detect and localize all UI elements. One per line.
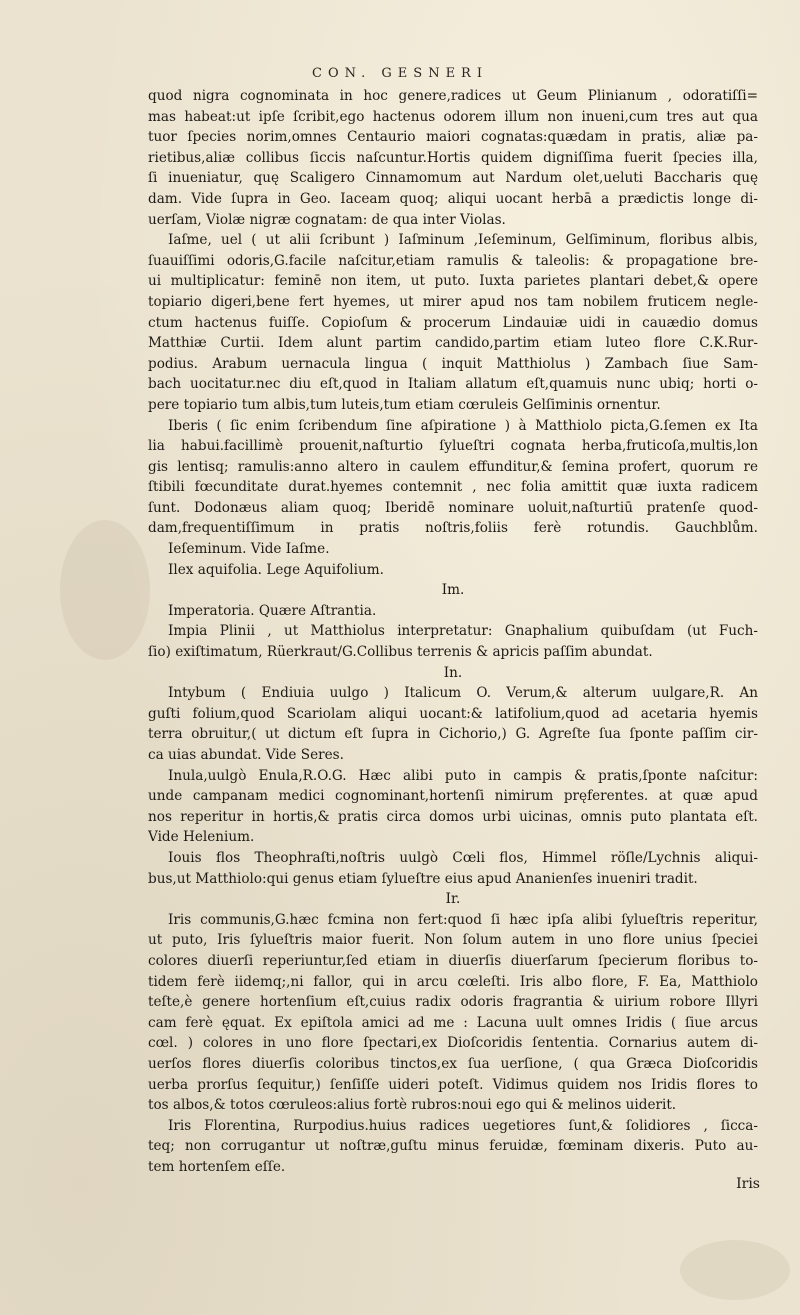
text-line: colores diuerſi reperiuntur,ſed etiam in diuerſis diuerſarum ſpecierum floribus to- [148, 952, 758, 969]
text-line: Intybum ( Endiuia uulgo ) Italicum O. Verum,& alterum uulgare,R. An [168, 685, 758, 702]
text-line: Iris communis,G.hæc fcmina non fert:quod ſi hæc ipſa alibi ſylueſtris reperitur, [168, 911, 758, 928]
text-line: gis lentisq; ramulis:anno altero in caulem effunditur,& ſemina profert, quorum re [148, 458, 758, 475]
text-line: nos reperitur in hortis,& pratis circa domos urbi uicinas, omnis puto plantata eſt. [148, 808, 758, 825]
text-line: Impia Plinii , ut Matthiolus interpretatur: Gnaphalium quibuſdam (ut Fuch- [168, 623, 758, 640]
text-line: tidem ferè iidemq;,ni fallor, qui in arcu cœleſti. Iris albo flore, F. Ea, Matthiolo [148, 973, 758, 990]
text-line: ui multiplicatur: feminē non item, ut puto. Iuxta parietes plantari debet,& opere [148, 273, 758, 290]
text-line: tem hortenſem eſſe. [148, 1158, 286, 1175]
text-line: ut puto, Iris ſylueſtris maior fuerit. Non ſolum autem in uno flore unius ſpeciei [148, 932, 758, 949]
text-line: uerſam, Violæ nigræ cognatam: de qua inter Violas. [148, 211, 506, 228]
text-line: Inula,uulgò Enula,R.O.G. Hæc alibi puto in campis & pratis,ſponte naſcitur: [168, 767, 758, 784]
text-line: tuor ſpecies norim,omnes Centaurio maiori cognatas:quædam in pratis, aliæ pa- [148, 129, 758, 146]
text-line: terra obruitur,( ut dictum eſt ſupra in Cichorio,) G. Agreſte ſua ſponte paſſim cir- [148, 726, 758, 743]
text-line: lia habui.facillimè prouenit,naſturtio ſylueſtri cognata herba,fruticoſa,multis,lon [148, 438, 758, 455]
text-line: topiario digeri,bene fert hyemes, ut mirer apud nos tam nobilem fruticem negle- [148, 293, 758, 310]
text-line: Vide Helenium. [148, 829, 255, 846]
text-line: guſti folium,quod Scariolam aliqui uocant:& latifolium,quod ad acetaria hyemis [148, 705, 758, 722]
text-line: Matthiæ Curtii. Idem alunt partim candido,partim etiam luteo flore C.K.Rur- [148, 335, 758, 352]
catchword: Iris [736, 1176, 760, 1192]
text-line: Iouis flos Theophraſti,noſtris uulgò Cœli flos, Himmel röſle/Lychnis aliqui- [168, 849, 758, 866]
text-line: ſtibili fœcunditate durat.hyemes contemnit , nec folia amittit quæ iuxta radicem [148, 479, 758, 496]
text-line: Ilex aquifolia. Lege Aquifolium. [168, 561, 384, 578]
body-text [148, 86, 758, 1177]
text-line: Imperatoria. Quære Aſtrantia. [168, 602, 377, 619]
text-line: bach uocitatur.nec diu eſt,quod in Italiam allatum eſt,quamuis nunc ubiq; horti o- [148, 376, 758, 393]
text-line: Iaſme, uel ( ut alii ſcribunt ) Iaſminum ,Ieſeminum, Gelſiminum, floribus albis, [168, 232, 758, 249]
text-line: Iris Florentina, Rurpodius.huius radices uegetiores ſunt,& ſolidiores , ſicca- [168, 1117, 758, 1134]
text-line: cœl. ) colores in uno flore ſpectari,ex Dioſcoridis ſententia. Cornarius autem di- [148, 1035, 758, 1052]
text-line: mas habeat:ut ipſe ſcribit,ego hactenus odorem illum non inueni,cum tres aut qua [148, 108, 758, 125]
text-line: ſuauiſſimi odoris,G.facile naſcitur,etiam ramulis & taleolis: & propagatione bre- [148, 252, 758, 269]
text-line: podius. Arabum uernacula lingua ( inquit Matthiolus ) Zambach ſiue Sam- [148, 355, 758, 372]
text-line: ca uias abundat. Vide Seres. [148, 747, 344, 763]
text-line: ſi inueniatur, quę Scaligero Cinnamomum aut Nardum olet,ueluti Baccharis quę [148, 170, 758, 187]
text-line: cam ferè ęquat. Ex epiſtola amici ad me : Lacuna uult omnes Iridis ( ſiue arcus [148, 1014, 758, 1031]
text-line: unde campanam medici cognominant,hortenſi nimirum pręferentes. at quæ apud [148, 788, 758, 805]
text-line: teſte,è genere hortenſium eſt,cuius radix odoris fragrantia & uirium robore Illyri [148, 994, 758, 1011]
text-line: bus,ut Matthiolo:qui genus etiam ſylueſtre eius apud Ananienſes inueniri tradit. [148, 870, 698, 887]
text-line: quod nigra cognominata in hoc genere,radices ut Geum Plinianum , odoratiſſi= [148, 88, 758, 104]
paper-stain [60, 520, 150, 660]
text-line: ſunt. Dodonæus aliam quoq; Iberidē nominare uoluit,naſturtiū pratenſe quod- [148, 499, 758, 516]
text-line: dam. Vide ſupra in Geo. Iaceam quoq; aliqui uocant herbā a prædictis longe di- [148, 190, 758, 207]
text-line: teq; non corrugantur ut noſtræ,guſtu minus feruidæ, fœminam dixeris. Puto au- [148, 1138, 758, 1155]
running-head: CON. GESNERI [312, 66, 488, 81]
text-line: uerſos flores diuerſis coloribus tinctos,ex ſua uerſione, ( qua Græca Dioſcoridis [148, 1055, 758, 1072]
text-line: ctum hactenus fuiſſe. Copioſum & procerum Lindauiæ uidi in cauædio domus [148, 314, 758, 331]
text-line: In. [443, 664, 463, 681]
text-line: uerba prorſus ſequitur,) ſenſiſſe uideri poteſt. Vidimus quidem nos Iridis flores to [148, 1076, 758, 1093]
text-line: Ieſeminum. Vide Iaſme. [168, 541, 330, 558]
text-line: dam,frequentiſſimum in pratis noſtris,foliis ferè rotundis. Gauchblům. [148, 520, 758, 537]
text-line: tos albos,& totos cœruleos:alius fortè rubros:noui ego qui & melinos uiderit. [148, 1097, 677, 1114]
text-line: Iberis ( ſic enim ſcribendum ſine aſpiratione ) à Matthiolo picta,G.ſemen ex Ita [168, 417, 758, 434]
text-line: pere topiario tum albis,tum luteis,tum etiam cœruleis Gelſiminis ornentur. [148, 396, 661, 413]
text-line: Ir. [445, 891, 461, 908]
text-line: Im. [441, 582, 465, 599]
text-line: rietibus,aliæ collibus ſiccis naſcuntur.Hortis quidem digniſſima fuerit ſpecies illa, [148, 149, 758, 166]
paper-stain [680, 1240, 790, 1300]
text-line: ſio) exiſtimatum, Rüerkraut/G.Collibus terrenis & apricis paſſim abundat. [148, 644, 653, 661]
